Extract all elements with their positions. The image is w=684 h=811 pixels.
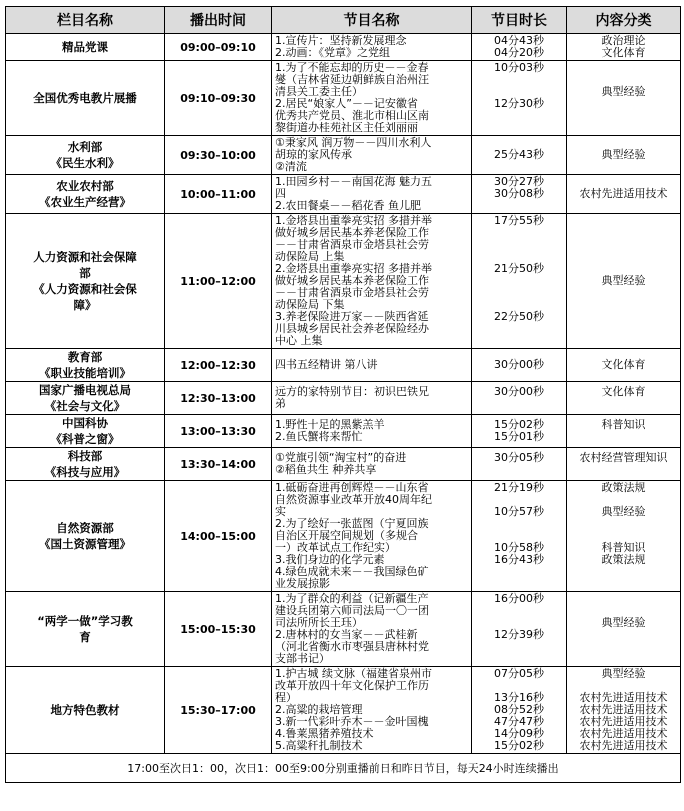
- program-line: 清县关工委主任）: [275, 85, 363, 98]
- program-name-cell: [272, 349, 472, 382]
- category-line: 文化体育: [601, 385, 646, 398]
- section-name-line: 《社会与文化》: [44, 399, 126, 413]
- category-line: [569, 641, 678, 653]
- duration-cell: [472, 349, 567, 382]
- broadcast-time-cell: 09:00–09:10: [165, 34, 272, 61]
- broadcast-time-cell: 09:10–09:30: [165, 61, 272, 136]
- program-line: 业发展掠影: [275, 577, 330, 590]
- section-name-cell: [6, 415, 165, 448]
- program-name-cell: [272, 415, 472, 448]
- program-line: 弟: [275, 397, 286, 410]
- footer-row: [6, 754, 681, 783]
- category-line: [569, 323, 678, 335]
- section-name-line: 《职业技能培训》: [39, 366, 131, 380]
- duration-line: [474, 464, 564, 476]
- section-name-line: 《科普之窗》: [50, 432, 120, 446]
- header-row: [6, 7, 681, 34]
- program-line: 做好城乡居民基本养老保险工作: [275, 226, 429, 239]
- category-line: 典型经验: [601, 274, 646, 287]
- category-cell: [567, 136, 681, 175]
- broadcast-time-cell: 15:00–15:30: [165, 592, 272, 667]
- category-cell: [567, 415, 681, 448]
- category-line: 政策法规: [601, 553, 646, 566]
- program-line: －－甘肃省酒泉市金塔县社会劳: [275, 286, 429, 299]
- duration-line: 47分47秒: [494, 715, 544, 728]
- duration-line: [474, 323, 564, 335]
- category-cell: [567, 214, 681, 349]
- category-line: [569, 464, 678, 476]
- program-line: 1.为了不能忘却的历史－－金春: [275, 61, 429, 74]
- program-line: 支部书记）: [275, 652, 330, 665]
- schedule-row: [6, 136, 681, 175]
- program-line: 2.唐林村的女当家－－武桂新: [275, 628, 418, 641]
- duration-line: [474, 74, 564, 86]
- program-line: 自然资源事业改革开放40周年纪: [275, 493, 432, 506]
- section-name-cell: [6, 214, 165, 349]
- program-name-cell: [272, 61, 472, 136]
- category-line: [569, 566, 678, 578]
- duration-line: 30分00秒: [494, 358, 544, 371]
- duration-line: 30分05秒: [494, 451, 544, 464]
- program-line: 2.鱼氏蟹将来帮忙: [275, 430, 363, 443]
- program-name-cell: [272, 214, 472, 349]
- category-line: [569, 398, 678, 410]
- category-line: [569, 335, 678, 347]
- broadcast-time-cell: 13:00–13:30: [165, 415, 272, 448]
- section-name-cell: [6, 349, 165, 382]
- category-line: [569, 311, 678, 323]
- category-cell: [567, 349, 681, 382]
- section-name-line: 国家广播电视总局: [39, 383, 131, 397]
- program-line: 黎街道办桂苑社区主任刘丽丽: [275, 121, 418, 134]
- category-line: [569, 161, 678, 173]
- program-line: 1.野性十足的黑紫羔羊: [275, 418, 385, 431]
- duration-line: 10分57秒: [494, 505, 544, 518]
- program-line: ②稻鱼共生 种养共享: [275, 463, 377, 476]
- program-name-cell: [272, 667, 472, 754]
- category-line: 农村先进适用技术: [579, 703, 668, 716]
- duration-line: [474, 578, 564, 590]
- program-line: 胡琼的家风传承: [275, 148, 352, 161]
- duration-line: 04分43秒: [494, 34, 544, 47]
- section-name-line: 自然资源部: [56, 521, 114, 535]
- header-program: 节目名称: [272, 7, 472, 34]
- program-line: 自治区开展空间规划（多规合: [275, 529, 418, 542]
- duration-line: 30分00秒: [494, 385, 544, 398]
- category-line: [569, 200, 678, 212]
- category-line: 科普知识: [601, 541, 646, 554]
- duration-line: 15分01秒: [494, 430, 544, 443]
- schedule-row: [6, 415, 681, 448]
- category-cell: [567, 382, 681, 415]
- header-time: 播出时间: [165, 7, 272, 34]
- program-line: 1.金塔县出重拳亮实招 多措并举: [275, 214, 432, 227]
- section-name-cell: [6, 34, 165, 61]
- category-line: [569, 251, 678, 263]
- section-name-line: 《国土资源管理》: [39, 537, 131, 551]
- duration-line: [474, 518, 564, 530]
- duration-line: 08分52秒: [494, 703, 544, 716]
- program-line: 2.高粱的栽培管理: [275, 703, 363, 716]
- category-line: [569, 287, 678, 299]
- duration-line: 17分55秒: [494, 214, 544, 227]
- program-name-cell: [272, 592, 472, 667]
- category-line: 农村先进适用技术: [579, 739, 668, 752]
- program-line: 1.田园乡村－－南国花海 魅力五: [275, 175, 432, 188]
- section-name-line: 部: [79, 266, 91, 280]
- category-line: [569, 215, 678, 227]
- category-line: [569, 98, 678, 110]
- program-line: 燮（吉林省延边朝鲜族自治州汪: [275, 73, 429, 86]
- category-line: 文化体育: [601, 358, 646, 371]
- program-line: 建设兵团第六师司法局一〇一团: [275, 604, 429, 617]
- program-line: 1.宣传片：坚持新发展理念: [275, 34, 407, 47]
- program-line: 5.高粱秆扎制技术: [275, 739, 363, 752]
- duration-line: [474, 110, 564, 122]
- category-line: [569, 299, 678, 311]
- program-name-cell: [272, 382, 472, 415]
- program-line: 3.新一代彩叶乔木－－金叶国槐: [275, 715, 429, 728]
- program-line: 四: [275, 187, 286, 200]
- category-line: [569, 239, 678, 251]
- header-category: 内容分类: [567, 7, 681, 34]
- duration-line: 12分30秒: [494, 97, 544, 110]
- program-name-cell: [272, 34, 472, 61]
- category-line: 典型经验: [601, 85, 646, 98]
- program-line: 2.农田餐桌－－稻花香 鱼儿肥: [275, 199, 421, 212]
- duration-cell: [472, 175, 567, 214]
- category-cell: [567, 667, 681, 754]
- broadcast-time-cell: 15:30–17:00: [165, 667, 272, 754]
- schedule-body: [6, 34, 681, 754]
- category-line: 文化体育: [601, 46, 646, 59]
- section-name-line: 《农业生产经营》: [39, 195, 131, 209]
- duration-line: [474, 227, 564, 239]
- program-line: ①党旗引领“淘宝村”的奋进: [275, 451, 407, 464]
- program-line: －－甘肃省酒泉市金塔县社会劳: [275, 238, 429, 251]
- duration-cell: [472, 34, 567, 61]
- program-line: 2.居民“娘家人”－－记安徽省: [275, 97, 418, 110]
- program-line: 动保险局 下集: [275, 298, 345, 311]
- program-line: 四书五经精讲 第八讲: [275, 358, 378, 371]
- section-name-line: 《民生水利》: [50, 156, 120, 170]
- section-name-cell: [6, 481, 165, 592]
- schedule-row: [6, 448, 681, 481]
- program-line: 程）: [275, 691, 297, 704]
- category-line: 典型经验: [601, 667, 646, 680]
- schedule-row: [6, 667, 681, 754]
- section-name-line: 水利部: [67, 140, 103, 154]
- section-name-line: 科技部: [67, 449, 103, 463]
- duration-line: [474, 239, 564, 251]
- duration-line: 15分02秒: [494, 739, 544, 752]
- broadcast-time-cell: 10:00–11:00: [165, 175, 272, 214]
- broadcast-time-cell: 13:30–14:00: [165, 448, 272, 481]
- category-line: 农村先进适用技术: [579, 715, 668, 728]
- program-line: 川县城乡居民社会养老保险经办: [275, 322, 429, 335]
- category-cell: [567, 448, 681, 481]
- duration-line: [474, 161, 564, 173]
- category-line: 典型经验: [601, 616, 646, 629]
- duration-line: [474, 122, 564, 134]
- category-cell: [567, 34, 681, 61]
- section-name-cell: [6, 382, 165, 415]
- schedule-row: [6, 34, 681, 61]
- program-line: 一）改革试点工作纪实）: [275, 541, 396, 554]
- broadcast-time-cell: 14:00–15:00: [165, 481, 272, 592]
- header-section: 栏目名称: [6, 7, 165, 34]
- schedule-row: [6, 175, 681, 214]
- program-name-cell: [272, 136, 472, 175]
- program-name-cell: [272, 175, 472, 214]
- duration-line: 04分20秒: [494, 46, 544, 59]
- program-line: 实: [275, 505, 286, 518]
- duration-line: 22分50秒: [494, 310, 544, 323]
- duration-line: [474, 275, 564, 287]
- duration-line: 15分02秒: [494, 418, 544, 431]
- program-line: 3.我们身边的化学元素: [275, 553, 385, 566]
- duration-line: 21分19秒: [494, 481, 544, 494]
- duration-cell: [472, 214, 567, 349]
- duration-line: 16分00秒: [494, 592, 544, 605]
- section-name-line: 地方特色教材: [50, 703, 120, 717]
- duration-line: 14分09秒: [494, 727, 544, 740]
- category-line: [569, 593, 678, 605]
- duration-line: 10分58秒: [494, 541, 544, 554]
- category-line: [569, 62, 678, 74]
- duration-line: 30分08秒: [494, 187, 544, 200]
- duration-line: 07分05秒: [494, 667, 544, 680]
- duration-line: [474, 335, 564, 347]
- category-line: [569, 518, 678, 530]
- duration-line: [474, 200, 564, 212]
- schedule-row: [6, 214, 681, 349]
- program-line: 1.为了群众的利益（记新疆生产: [275, 592, 429, 605]
- duration-line: 12分39秒: [494, 628, 544, 641]
- program-line: （河北省衡水市枣强县唐林村党: [275, 640, 429, 653]
- category-cell: [567, 481, 681, 592]
- section-name-line: 教育部: [67, 350, 103, 364]
- category-line: [569, 110, 678, 122]
- program-line: 4.鲁莱黑猪养殖技术: [275, 727, 374, 740]
- program-line: 1.护古城 续文脉（福建省泉州市: [275, 667, 432, 680]
- duration-cell: [472, 136, 567, 175]
- duration-line: [474, 653, 564, 665]
- section-name-line: 中国科协: [62, 416, 108, 430]
- broadcast-time-cell: 12:30–13:00: [165, 382, 272, 415]
- category-line: [569, 653, 678, 665]
- duration-line: [474, 398, 564, 410]
- duration-line: 30分27秒: [494, 175, 544, 188]
- section-name-line: 农业农村部: [56, 179, 114, 193]
- duration-cell: [472, 592, 567, 667]
- duration-line: 13分16秒: [494, 691, 544, 704]
- section-name-cell: [6, 667, 165, 754]
- program-line: ②清流: [275, 160, 307, 173]
- category-line: [569, 122, 678, 134]
- category-line: 农村先进适用技术: [579, 187, 668, 200]
- category-line: 政治理论: [601, 34, 646, 47]
- duration-line: 10分03秒: [494, 61, 544, 74]
- category-line: 农村先进适用技术: [579, 691, 668, 704]
- duration-line: [474, 605, 564, 617]
- program-line: 2.金塔县出重拳亮实招 多措并举: [275, 262, 432, 275]
- schedule-row: [6, 481, 681, 592]
- duration-cell: [472, 448, 567, 481]
- program-name-cell: [272, 481, 472, 592]
- category-line: [569, 578, 678, 590]
- category-line: [569, 431, 678, 443]
- schedule-row: [6, 592, 681, 667]
- category-line: [569, 629, 678, 641]
- section-name-line: 人力资源和社会保障: [33, 250, 137, 264]
- header-duration: 节目时长: [472, 7, 567, 34]
- duration-cell: [472, 481, 567, 592]
- footer-note: 17:00至次日1：00，次日1：00至9:00分别重播前日和昨日节目，每天24小时连续播出: [6, 754, 681, 783]
- section-name-line: 障》: [73, 298, 97, 312]
- section-name-cell: [6, 61, 165, 136]
- duration-line: 21分50秒: [494, 262, 544, 275]
- program-line: 做好城乡居民基本养老保险工作: [275, 274, 429, 287]
- duration-line: 16分43秒: [494, 553, 544, 566]
- schedule-row: [6, 61, 681, 136]
- section-name-line: 《人力资源和社会保: [33, 282, 137, 296]
- section-name-line: 《科技与应用》: [44, 465, 126, 479]
- duration-line: [474, 287, 564, 299]
- section-name-cell: [6, 592, 165, 667]
- program-line: 4.绿色成就未来－－我国绿色矿: [275, 565, 429, 578]
- section-name-cell: [6, 448, 165, 481]
- program-line: 司法所所长王珏）: [275, 616, 363, 629]
- category-line: 典型经验: [601, 148, 646, 161]
- duration-line: 25分43秒: [494, 148, 544, 161]
- duration-cell: [472, 382, 567, 415]
- program-line: 动保险局 上集: [275, 250, 345, 263]
- schedule-row: [6, 382, 681, 415]
- category-cell: [567, 592, 681, 667]
- program-line: 2.动画：《党章》之党组: [275, 46, 390, 59]
- section-name-line: 精品党课: [62, 40, 108, 54]
- program-line: 远方的家特别节目：初识巴铁兄: [275, 385, 429, 398]
- broadcast-time-cell: 12:00–12:30: [165, 349, 272, 382]
- section-name-cell: [6, 175, 165, 214]
- broadcast-time-cell: 11:00–12:00: [165, 214, 272, 349]
- duration-cell: [472, 415, 567, 448]
- category-line: 典型经验: [601, 505, 646, 518]
- category-cell: [567, 61, 681, 136]
- category-cell: [567, 175, 681, 214]
- section-name-line: “两学一做”学习教: [37, 614, 133, 628]
- program-line: 改革开放四十年文化保护工作历: [275, 679, 429, 692]
- category-line: 科普知识: [601, 418, 646, 431]
- broadcast-time-cell: 09:30–10:00: [165, 136, 272, 175]
- program-line: 2.为了绘好一张蓝图（宁夏回族: [275, 517, 429, 530]
- duration-cell: [472, 667, 567, 754]
- section-name-line: 全国优秀电教片展播: [33, 91, 137, 105]
- duration-line: [474, 566, 564, 578]
- program-line: ①秉家风 润万物－－四川水利人: [275, 136, 432, 149]
- program-line: 1.砥砺奋进再创辉煌－－山东省: [275, 481, 429, 494]
- duration-cell: [472, 61, 567, 136]
- category-line: 农村先进适用技术: [579, 727, 668, 740]
- schedule-table: [5, 6, 681, 783]
- category-line: 农村经营管理知识: [579, 451, 668, 464]
- category-line: 政策法规: [601, 481, 646, 494]
- program-line: 优秀共产党员、淮北市相山区南: [275, 109, 429, 122]
- program-line: 3.养老保险进万家－－陕西省延: [275, 310, 429, 323]
- program-line: 中心 上集: [275, 334, 323, 347]
- schedule-row: [6, 349, 681, 382]
- program-name-cell: [272, 448, 472, 481]
- section-name-cell: [6, 136, 165, 175]
- section-name-line: 育: [79, 630, 91, 644]
- category-line: [569, 227, 678, 239]
- duration-line: [474, 641, 564, 653]
